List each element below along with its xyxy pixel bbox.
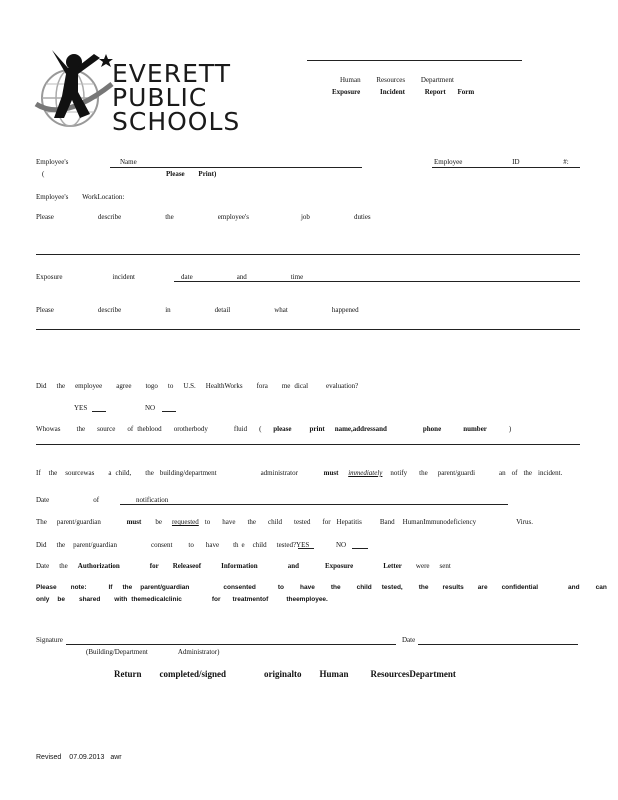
form-text: Revised: [36, 754, 62, 761]
form-text: have: [205, 541, 220, 549]
logo-figure-icon: [34, 44, 114, 128]
form-text: th: [233, 541, 239, 549]
form-text: parent/guardi: [437, 469, 476, 477]
form-text: 07.09.2013: [69, 754, 105, 761]
form-text: If: [36, 469, 41, 477]
form-text: the: [145, 469, 154, 477]
healthworks-question: [36, 382, 358, 391]
form-text: for: [149, 562, 159, 570]
please-print-note: [166, 170, 216, 179]
form-text: originalto: [264, 669, 302, 679]
form-text: detail: [214, 306, 231, 314]
what-happened-field[interactable]: [36, 329, 580, 330]
notification-date-field[interactable]: [120, 504, 508, 505]
form-text: the: [165, 213, 174, 221]
what-happened-label: [36, 306, 359, 315]
form-text: phone: [422, 425, 442, 433]
form-text: (Building/Department: [86, 648, 148, 656]
employee-id-field[interactable]: [432, 167, 580, 168]
form-text: are: [477, 584, 488, 591]
form-text: number: [463, 425, 487, 433]
consent-no-field[interactable]: [352, 548, 368, 549]
form-text: of: [93, 496, 100, 504]
form-text: Return: [114, 669, 142, 679]
form-text: treatmentof: [232, 596, 269, 603]
form-text: to: [204, 518, 211, 526]
notification-date-label: [36, 496, 99, 505]
logo-line-3: SCHOOLS: [112, 107, 241, 136]
form-text: Hepatitis: [336, 518, 362, 526]
form-text: incident: [112, 273, 136, 281]
date-label: Date: [402, 636, 416, 644]
consent-question: [36, 541, 309, 550]
form-text: the: [523, 469, 533, 477]
dept-word: Human: [340, 76, 361, 84]
form-text: tested: [294, 518, 311, 526]
form-text: of: [511, 469, 518, 477]
form-text: please: [273, 425, 292, 433]
job-duties-label: [36, 213, 371, 222]
form-text: confidential: [501, 584, 539, 591]
form-text: #:: [563, 158, 569, 166]
form-text: dical: [294, 382, 309, 390]
department-name: [340, 76, 454, 85]
form-text: (: [259, 425, 262, 433]
form-text: Please: [36, 306, 54, 314]
form-text: Date: [36, 562, 50, 570]
form-text: HealthWorks: [205, 382, 243, 390]
form-text: Band: [379, 518, 395, 526]
form-text: child: [252, 541, 267, 549]
child-source-notice: [36, 469, 562, 478]
form-text: me: [281, 382, 291, 390]
form-text: the: [76, 425, 86, 433]
signature-date-field[interactable]: [418, 644, 578, 645]
title-word: Exposure: [332, 88, 361, 96]
form-text: note:: [70, 584, 87, 591]
name-label: Name: [120, 158, 137, 166]
form-text: and: [568, 584, 580, 591]
form-text: Did: [36, 382, 47, 390]
form-text: an: [499, 469, 506, 477]
form-text: for: [211, 596, 221, 603]
form-text: Date: [36, 496, 50, 504]
logo-line-1: EVERETT: [112, 59, 231, 88]
healthworks-yes-label: YES: [74, 404, 88, 412]
form-text: Whowas: [36, 425, 61, 433]
form-text: Employee's: [36, 193, 69, 201]
form-text: have: [222, 518, 236, 526]
form-text: parent/guardian: [140, 584, 190, 591]
form-text: awr: [110, 754, 122, 761]
form-text: fora: [256, 382, 268, 390]
form-text: must: [323, 469, 339, 477]
authorization-date-label: [36, 562, 451, 571]
form-text: source: [97, 425, 116, 433]
logo-line-2: PUBLIC: [112, 83, 208, 112]
form-text: theemployee.: [286, 596, 328, 603]
form-text: to: [277, 584, 285, 591]
title-word: Report: [424, 88, 446, 96]
form-text: what: [274, 306, 288, 314]
exposure-date-field[interactable]: [174, 281, 580, 282]
form-text: of: [127, 425, 134, 433]
form-text: the: [59, 562, 68, 570]
form-text: tested,: [381, 584, 403, 591]
form-text: incident.: [538, 469, 563, 477]
form-text: must: [126, 518, 142, 526]
form-title: [332, 88, 474, 97]
form-text: in: [165, 306, 171, 314]
form-text: the: [330, 584, 341, 591]
form-text: WorkLocation:: [82, 193, 125, 201]
form-text: Administrator): [177, 648, 220, 656]
form-text: ): [508, 425, 512, 433]
signature-label: Signature: [36, 636, 63, 644]
form-text: evaluation?: [326, 382, 359, 390]
form-text: parent/guardian: [73, 541, 117, 549]
source-question: [36, 425, 511, 434]
form-text: the: [418, 584, 429, 591]
form-text: HumanImmunodeficiency: [402, 518, 477, 526]
form-text: describe: [97, 213, 122, 221]
form-text: name,addressand: [334, 425, 387, 433]
form-text: Print): [198, 170, 217, 178]
form-text: be: [57, 596, 65, 603]
healthworks-no-field[interactable]: [162, 411, 176, 412]
form-text: shared: [78, 596, 101, 603]
form-text: Please: [166, 170, 185, 178]
form-text: tested?YES: [276, 541, 310, 549]
confidentiality-note-line-2: [36, 595, 328, 604]
form-text: orotherbody: [173, 425, 208, 433]
form-text: the: [56, 541, 66, 549]
source-field[interactable]: [36, 444, 580, 445]
title-word: Incident: [380, 88, 405, 96]
form-text: job: [300, 213, 310, 221]
form-text: can: [595, 584, 607, 591]
form-text: ResourcesDepartment: [370, 669, 456, 679]
form-text: the: [419, 469, 428, 477]
form-text: have: [300, 584, 315, 591]
form-text: Employee: [434, 158, 463, 166]
form-text: the: [247, 518, 257, 526]
form-text: a: [108, 469, 112, 477]
dept-word: Department: [420, 76, 454, 84]
form-text: the: [56, 382, 66, 390]
form-text: e: [241, 541, 245, 549]
form-text: employee's: [217, 213, 249, 221]
employee-id-label: [434, 158, 569, 167]
form-text: administrator: [260, 469, 298, 477]
testing-request-text: [36, 518, 533, 527]
form-text: sourcewas: [65, 469, 95, 477]
form-text: Please: [36, 584, 57, 591]
revision-note: [36, 753, 122, 762]
employee-label: Employee's: [36, 158, 69, 166]
form-text: only: [36, 596, 50, 603]
form-text: print: [309, 425, 325, 433]
form-text: agree: [116, 382, 132, 390]
healthworks-no-label: NO: [145, 404, 156, 412]
form-text: fluid: [233, 425, 248, 433]
notification-word: notification: [136, 496, 169, 504]
dept-word: Resources: [376, 76, 406, 84]
form-text: describe: [97, 306, 122, 314]
form-text: Releaseof: [172, 562, 202, 570]
form-text: theblood: [137, 425, 162, 433]
form-text: child: [356, 584, 372, 591]
form-text: requested: [171, 518, 199, 526]
form-text: were: [415, 562, 430, 570]
header-rule: [307, 60, 522, 61]
form-text: notify: [390, 469, 408, 477]
form-text: building/department: [159, 469, 217, 477]
title-word: Form: [457, 88, 475, 96]
form-text: Did: [36, 541, 47, 549]
form-text: ID: [512, 158, 520, 166]
form-text: and: [236, 273, 247, 281]
logo: [34, 44, 241, 136]
form-text: with: [114, 596, 128, 603]
job-duties-field[interactable]: [36, 254, 580, 255]
form-text: results: [442, 584, 464, 591]
form-text: to: [167, 382, 174, 390]
form-text: Please: [36, 213, 54, 221]
form-text: child,: [115, 469, 132, 477]
consent-no-label: NO: [336, 541, 347, 549]
form-text: sent: [439, 562, 451, 570]
form-text: Authorization: [77, 562, 120, 570]
form-text: child: [268, 518, 283, 526]
form-text: parent/guardian: [56, 518, 101, 526]
form-text: the: [48, 469, 58, 477]
form-text: duties: [353, 213, 371, 221]
form-text: Letter: [383, 562, 402, 570]
form-text: date: [181, 273, 193, 281]
form-text: Information: [221, 562, 258, 570]
employee-name-field[interactable]: [110, 167, 362, 168]
signature-subtitle: [86, 648, 219, 657]
form-text: time: [290, 273, 304, 281]
form-text: Virus.: [516, 518, 533, 526]
form-text: The: [36, 518, 47, 526]
form-text: be: [155, 518, 162, 526]
form-text: immediately: [348, 469, 383, 477]
form-text: employee: [75, 382, 103, 390]
form-text: for: [322, 518, 331, 526]
form-text: consented: [223, 584, 256, 591]
form-text: U.S.: [183, 382, 196, 390]
form-text: Human: [319, 669, 349, 679]
form-text: and: [287, 562, 299, 570]
form-text: Exposure: [324, 562, 354, 570]
form-text: happened: [331, 306, 359, 314]
form-text: If: [108, 584, 113, 591]
signature-field[interactable]: [66, 644, 396, 645]
form-text: completed/signed: [159, 669, 226, 679]
form-text: themedicalclinic: [131, 596, 182, 603]
work-location-label: [36, 193, 124, 202]
form-text: Exposure: [36, 273, 63, 281]
form-text: to: [188, 541, 194, 549]
healthworks-yes-field[interactable]: [92, 411, 106, 412]
confidentiality-note-line-1: [36, 583, 607, 592]
form-text: the: [122, 584, 133, 591]
return-instructions: [114, 669, 456, 680]
consent-yes-field[interactable]: [298, 548, 314, 549]
please-print-open: (: [42, 170, 45, 178]
form-text: togo: [145, 382, 158, 390]
form-text: consent: [151, 541, 173, 549]
